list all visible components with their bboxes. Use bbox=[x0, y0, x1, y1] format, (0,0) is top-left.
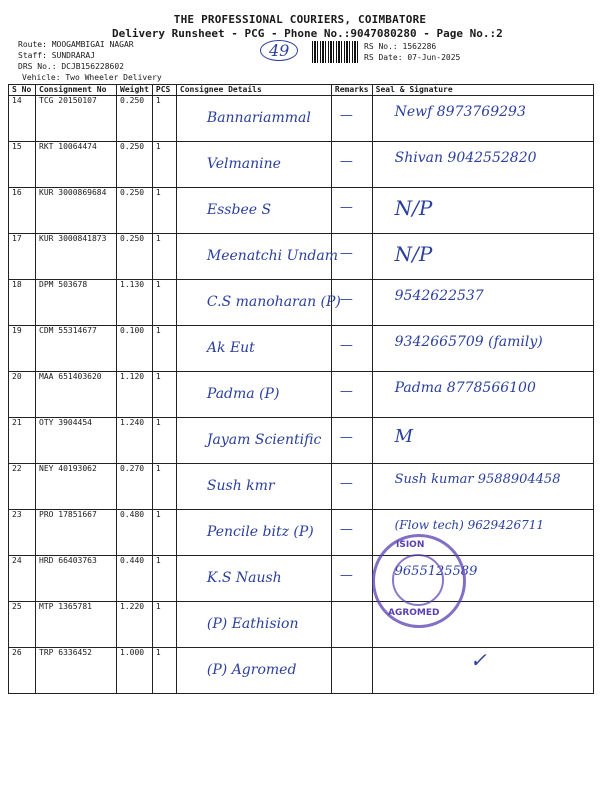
row-weight: 0.480 bbox=[117, 510, 153, 556]
col-consignment: Consignment No bbox=[36, 85, 117, 96]
row-seal bbox=[372, 96, 593, 142]
row-sno: 19 bbox=[9, 326, 36, 372]
row-weight: 1.000 bbox=[117, 648, 153, 694]
row-consignee bbox=[176, 372, 331, 418]
row-remark bbox=[331, 96, 372, 142]
row-remark bbox=[331, 648, 372, 694]
row-seal-handwriting: N/P bbox=[394, 242, 433, 266]
row-consignment-no: KUR 3000869684 bbox=[36, 188, 117, 234]
row-weight: 1.220 bbox=[117, 602, 153, 648]
row-remark bbox=[331, 418, 372, 464]
row-seal bbox=[372, 188, 593, 234]
row-remark bbox=[331, 234, 372, 280]
row-seal-handwriting: (Flow tech) 9629426711 bbox=[394, 518, 544, 532]
row-remark-handwriting: — bbox=[339, 384, 353, 399]
row-pcs: 1 bbox=[152, 418, 176, 464]
row-remark bbox=[331, 556, 372, 602]
row-remark-handwriting: — bbox=[339, 108, 353, 123]
row-weight: 1.240 bbox=[117, 418, 153, 464]
row-pcs: 1 bbox=[152, 510, 176, 556]
row-consignee bbox=[176, 510, 331, 556]
row-consignee bbox=[176, 602, 331, 648]
row-weight: 0.250 bbox=[117, 234, 153, 280]
row-seal-handwriting: M bbox=[394, 426, 414, 447]
row-seal bbox=[372, 464, 593, 510]
row-consignee-handwriting: Jayam Scientific bbox=[206, 432, 322, 448]
row-sno: 26 bbox=[9, 648, 36, 694]
row-consignee bbox=[176, 188, 331, 234]
table-row bbox=[9, 96, 594, 142]
row-pcs: 1 bbox=[152, 648, 176, 694]
row-weight: 0.250 bbox=[117, 142, 153, 188]
row-weight: 1.120 bbox=[117, 372, 153, 418]
row-consignee-handwriting: (P) Eathision bbox=[206, 616, 299, 632]
row-consignment-no: PRO 17851667 bbox=[36, 510, 117, 556]
vehicle-label: Vehicle: Two Wheeler Delivery bbox=[22, 73, 162, 82]
row-weight: 0.440 bbox=[117, 556, 153, 602]
row-consignee bbox=[176, 142, 331, 188]
row-seal-handwriting: 9542622537 bbox=[394, 288, 484, 304]
row-weight: 0.250 bbox=[117, 96, 153, 142]
row-remark bbox=[331, 142, 372, 188]
row-seal-handwriting: Newf 8973769293 bbox=[394, 104, 526, 120]
table-row bbox=[9, 280, 594, 326]
row-consignee bbox=[176, 326, 331, 372]
col-seal: Seal & Signature bbox=[372, 85, 593, 96]
row-remark-handwriting: — bbox=[339, 568, 353, 583]
row-consignee bbox=[176, 280, 341, 326]
row-pcs: 1 bbox=[152, 464, 176, 510]
row-consignee-handwriting: Bannariammal bbox=[206, 110, 311, 126]
row-consignee bbox=[176, 648, 331, 694]
row-seal bbox=[372, 418, 593, 464]
table-header-row bbox=[9, 85, 594, 96]
row-seal bbox=[372, 372, 593, 418]
company-stamp-inner bbox=[392, 554, 444, 606]
staff-label: Staff: SUNDRARAJ bbox=[18, 51, 96, 60]
row-sno: 18 bbox=[9, 280, 36, 326]
row-seal bbox=[372, 280, 593, 326]
row-remark-handwriting: — bbox=[339, 338, 353, 353]
rs-date: RS Date: 07-Jun-2025 bbox=[364, 53, 461, 62]
row-consignment-no: TRP 6336452 bbox=[36, 648, 117, 694]
row-consignee bbox=[176, 418, 331, 464]
row-consignee-handwriting: Padma (P) bbox=[206, 386, 280, 402]
row-pcs: 1 bbox=[152, 188, 176, 234]
row-seal-handwriting: 9655125589 bbox=[394, 564, 478, 579]
table-row bbox=[9, 326, 594, 372]
col-sno: S No bbox=[9, 85, 36, 96]
row-consignee-handwriting: Velmanine bbox=[206, 156, 281, 172]
row-pcs: 1 bbox=[152, 326, 176, 372]
row-weight: 0.250 bbox=[117, 188, 153, 234]
row-consignment-no: MTP 1365781 bbox=[36, 602, 117, 648]
table-row bbox=[9, 510, 594, 556]
document-title: THE PROFESSIONAL COURIERS, COIMBATORE bbox=[173, 13, 427, 26]
table-row bbox=[9, 648, 594, 694]
row-consignment-no: HRD 66403763 bbox=[36, 556, 117, 602]
row-consignee-handwriting: Pencile bitz (P) bbox=[206, 524, 314, 540]
row-remark-handwriting: — bbox=[339, 200, 353, 215]
row-consignee-handwriting: Meenatchi Undam bbox=[206, 248, 338, 264]
table-row bbox=[9, 188, 594, 234]
row-consignee-handwriting: Essbee S bbox=[206, 202, 272, 218]
row-remark bbox=[331, 280, 372, 326]
table-row bbox=[9, 142, 594, 188]
row-seal bbox=[372, 142, 593, 188]
col-pcs: PCS bbox=[152, 85, 176, 96]
row-consignment-no: TCG 20150107 bbox=[36, 96, 117, 142]
row-remark-handwriting: — bbox=[339, 522, 353, 537]
row-pcs: 1 bbox=[152, 96, 176, 142]
row-consignment-no: CDM 55314677 bbox=[36, 326, 117, 372]
handwritten-count: 49 bbox=[260, 40, 298, 61]
document-subtitle: Delivery Runsheet - PCG - Phone No.:9047080280 - Page No.:2 bbox=[112, 27, 503, 40]
row-seal bbox=[372, 326, 593, 372]
barcode bbox=[312, 41, 360, 63]
bottom-scribble: ✓ bbox=[470, 648, 487, 672]
row-sno: 22 bbox=[9, 464, 36, 510]
row-seal-handwriting: Padma 8778566100 bbox=[394, 380, 536, 396]
row-seal-handwriting: Sush kumar 9588904458 bbox=[394, 472, 561, 487]
col-remarks: Remarks bbox=[331, 85, 372, 96]
row-remark-handwriting: — bbox=[339, 430, 353, 445]
row-sno: 21 bbox=[9, 418, 36, 464]
table-row bbox=[9, 234, 594, 280]
table-row bbox=[9, 418, 594, 464]
table-row bbox=[9, 556, 594, 602]
table-row bbox=[9, 372, 594, 418]
col-weight: Weight bbox=[117, 85, 153, 96]
route-label: Route: MOOGAMBIGAI NAGAR bbox=[18, 40, 134, 49]
row-remark bbox=[331, 602, 372, 648]
row-consignee bbox=[176, 234, 338, 280]
row-weight: 1.130 bbox=[117, 280, 153, 326]
row-seal-handwriting: N/P bbox=[394, 196, 433, 220]
row-consignment-no: RKT 10064474 bbox=[36, 142, 117, 188]
row-pcs: 1 bbox=[152, 556, 176, 602]
col-consignee: Consignee Details bbox=[176, 85, 331, 96]
runsheet-table bbox=[8, 84, 594, 694]
row-sno: 14 bbox=[9, 96, 36, 142]
row-pcs: 1 bbox=[152, 280, 176, 326]
row-consignee bbox=[176, 556, 331, 602]
row-sno: 16 bbox=[9, 188, 36, 234]
row-pcs: 1 bbox=[152, 602, 176, 648]
row-pcs: 1 bbox=[152, 234, 176, 280]
row-consignment-no: NEY 40193062 bbox=[36, 464, 117, 510]
row-sno: 25 bbox=[9, 602, 36, 648]
row-sno: 15 bbox=[9, 142, 36, 188]
row-consignment-no: KUR 3000841873 bbox=[36, 234, 117, 280]
row-seal-handwriting: Shivan 9042552820 bbox=[394, 150, 537, 166]
row-weight: 0.100 bbox=[117, 326, 153, 372]
stamp-text-bottom: AGROMED bbox=[388, 608, 440, 618]
row-remark-handwriting: — bbox=[339, 154, 353, 169]
table-row bbox=[9, 602, 594, 648]
row-sno: 17 bbox=[9, 234, 36, 280]
row-consignee-handwriting: C.S manoharan (P) bbox=[206, 294, 341, 310]
row-consignee-handwriting: Ak Eut bbox=[206, 340, 255, 356]
row-consignment-no: DPM 503678 bbox=[36, 280, 117, 326]
row-weight: 0.270 bbox=[117, 464, 153, 510]
row-pcs: 1 bbox=[152, 372, 176, 418]
row-consignment-no: MAA 651403620 bbox=[36, 372, 117, 418]
row-seal-handwriting: 9342665709 (family) bbox=[394, 334, 543, 350]
row-remark bbox=[331, 188, 372, 234]
row-sno: 20 bbox=[9, 372, 36, 418]
row-consignee-handwriting: (P) Agromed bbox=[206, 662, 297, 678]
row-remark-handwriting: — bbox=[339, 476, 353, 491]
row-remark bbox=[331, 372, 372, 418]
row-consignee bbox=[176, 96, 331, 142]
rs-number: RS No.: 1562286 bbox=[364, 42, 437, 51]
row-consignee-handwriting: Sush kmr bbox=[206, 478, 275, 494]
table-row bbox=[9, 464, 594, 510]
row-consignee-handwriting: K.S Naush bbox=[206, 570, 282, 586]
row-pcs: 1 bbox=[152, 142, 176, 188]
row-sno: 24 bbox=[9, 556, 36, 602]
row-seal bbox=[372, 234, 593, 280]
stamp-text-top: ISION bbox=[396, 540, 425, 550]
row-remark bbox=[331, 464, 372, 510]
row-consignment-no: OTY 3904454 bbox=[36, 418, 117, 464]
row-remark bbox=[331, 510, 372, 556]
row-remark-handwriting: — bbox=[339, 292, 353, 307]
row-sno: 23 bbox=[9, 510, 36, 556]
row-remark-handwriting: — bbox=[339, 246, 353, 261]
row-remark bbox=[331, 326, 372, 372]
row-consignee bbox=[176, 464, 331, 510]
drs-label: DRS No.: DCJB156228602 bbox=[18, 62, 124, 71]
